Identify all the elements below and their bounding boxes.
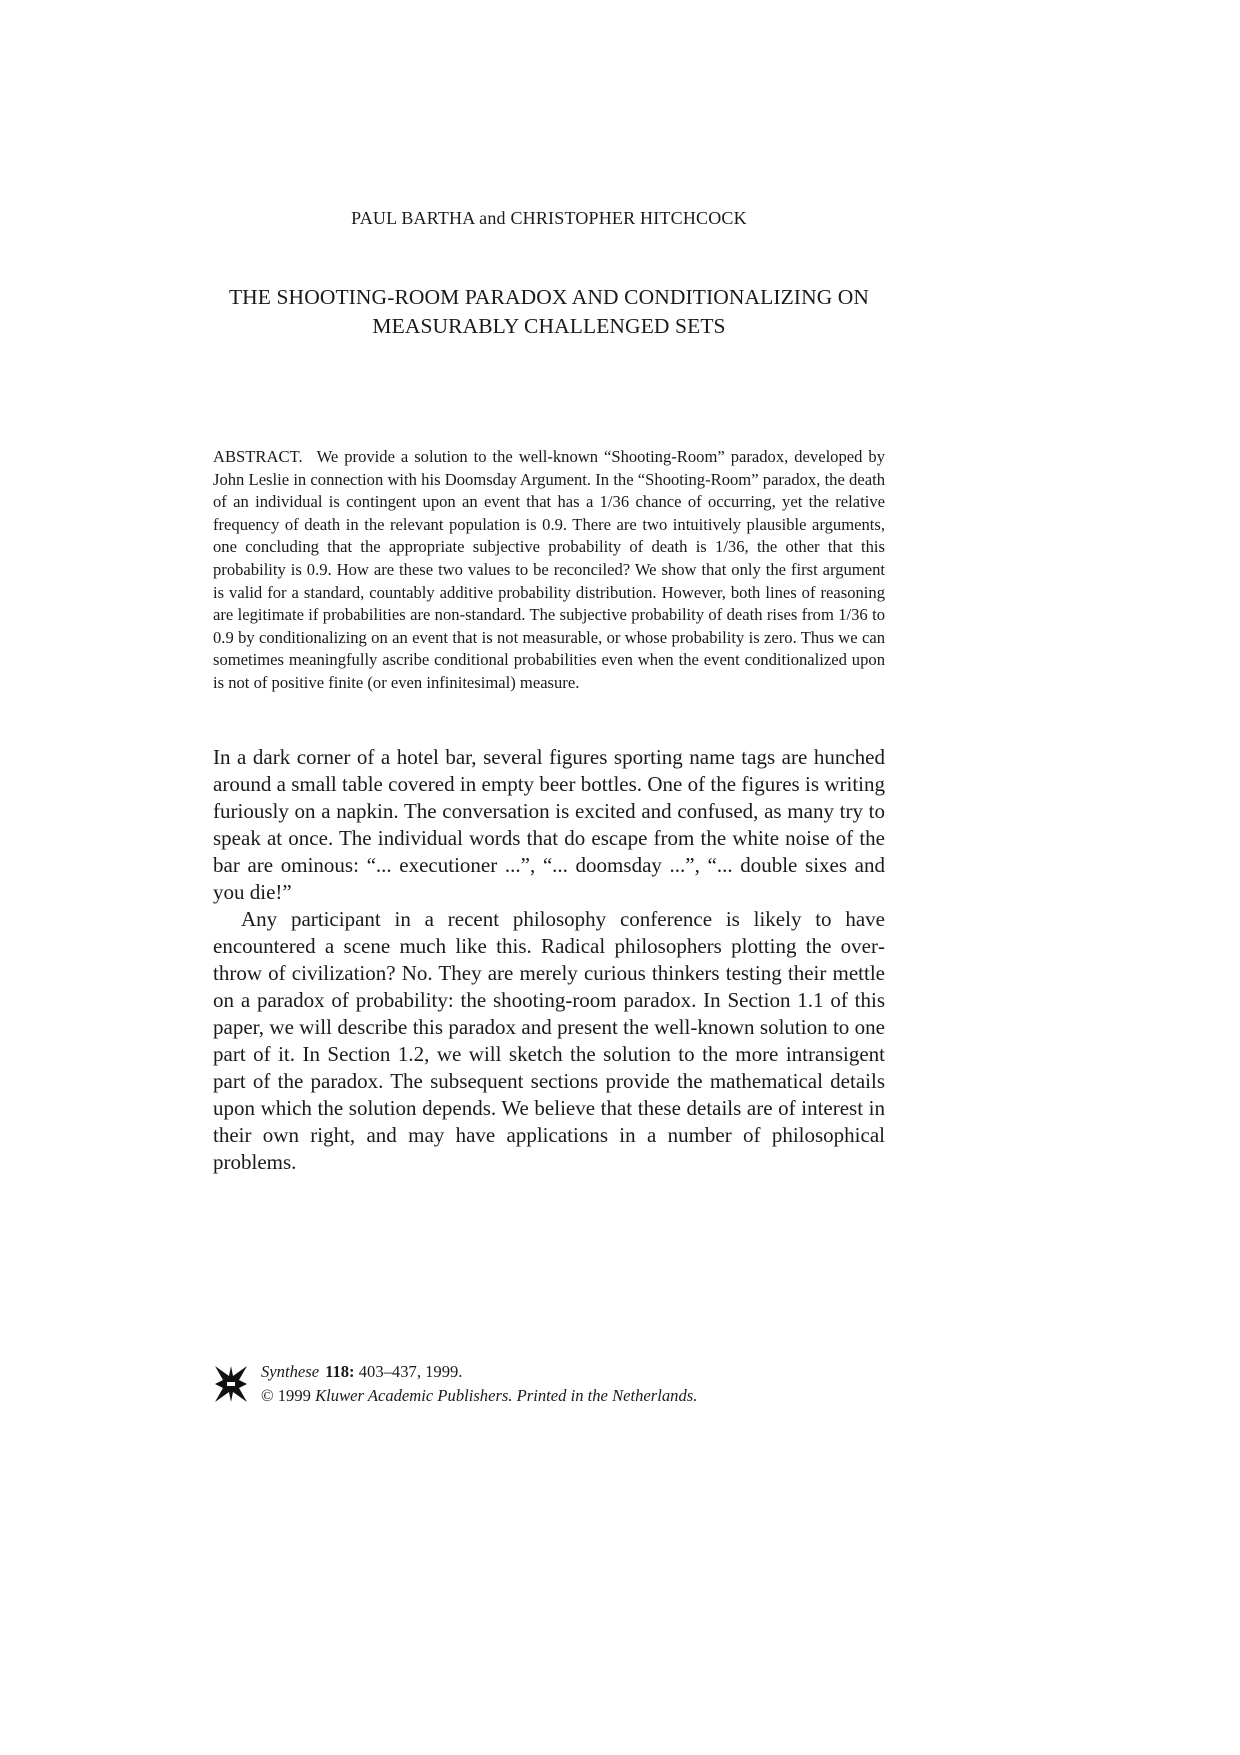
body-text [213, 744, 885, 1176]
pages-year: 403–437, 1999. [358, 1362, 463, 1381]
kluwer-logo-icon [213, 1362, 249, 1404]
citation-line [261, 1360, 697, 1384]
copyright-line [261, 1384, 697, 1408]
title-line-2: MEASURABLY CHALLENGED SETS [372, 314, 726, 338]
authors-line: PAUL BARTHA and CHRISTOPHER HITCHCOCK [351, 208, 747, 228]
body-paragraph-1: In a dark corner of a hotel bar, several figures sporting name tags are hunched around a small table covered in empty beer bottles. One of the figures is writing furiously on a napkin. The conversation is excited and confused, as many try to speak at once. The individual words that do escape from the white noise of the bar are ominous: “... executioner ...”, “... doomsday ...”, “... double sixes and you die!” [213, 745, 885, 904]
abstract-label: ABSTRACT. [213, 447, 303, 466]
journal-name: Synthese [261, 1362, 320, 1381]
journal-volume: 118: [325, 1362, 355, 1381]
body-paragraph-2: Any participant in a recent philosophy conference is likely to have encountered a scene much like this. Radical philosophers plotting the overthrow of civilization? No. They are merely curious thinkers testing their mettle on a paradox of probability: the shooting-room paradox. In Section 1.1 of this paper, we will describe this paradox and present the well-known solution to one part of it. In Section 1.2, we will sketch the solution to the more intransigent part of the paradox. The subsequent sections provide the mathematical details upon which the solution depends. We believe that these details are of interest in their own right, and may have applications in a number of philosophical problems. [213, 907, 885, 1174]
paper-title [213, 283, 885, 341]
title-line-1: THE SHOOTING-ROOM PARADOX AND CONDITIONALIZING ON [228, 285, 870, 309]
copyright-year: © 1999 [261, 1386, 311, 1405]
publication-footer [213, 1360, 885, 1410]
footer-citation [261, 1360, 697, 1408]
publisher-name: Kluwer Academic Publishers. Printed in the Netherlands. [315, 1386, 698, 1405]
abstract-text: We provide a solution to the well-known “Shooting-Room” paradox, developed by John Leslie in connection with his Doomsday Argument. In the “Shooting-Room” paradox, the death of an individual is contingent upon an event that has a 1/36 chance of occurring, yet the relative frequency of death in the relevant population is 0.9. There are two intuitively plausible arguments, one concluding that the appropriate subjective probability of death is 1/36, the other that this probability is 0.9. How are these two values to be reconciled? We show that only the first argument is valid for a standard, countably additive probability distribution. However, both lines of reasoning are legitimate if probabilities are non-standard. The subjective probability of death rises from 1/36 to 0.9 by conditionalizing on an event that is not measurable, or whose probability is zero. Thus we can sometimes meaningfully ascribe conditional probabilities even when the event conditionalized upon is not of positive finite (or even infinitesimal) measure. [213, 447, 885, 692]
abstract [213, 446, 885, 695]
